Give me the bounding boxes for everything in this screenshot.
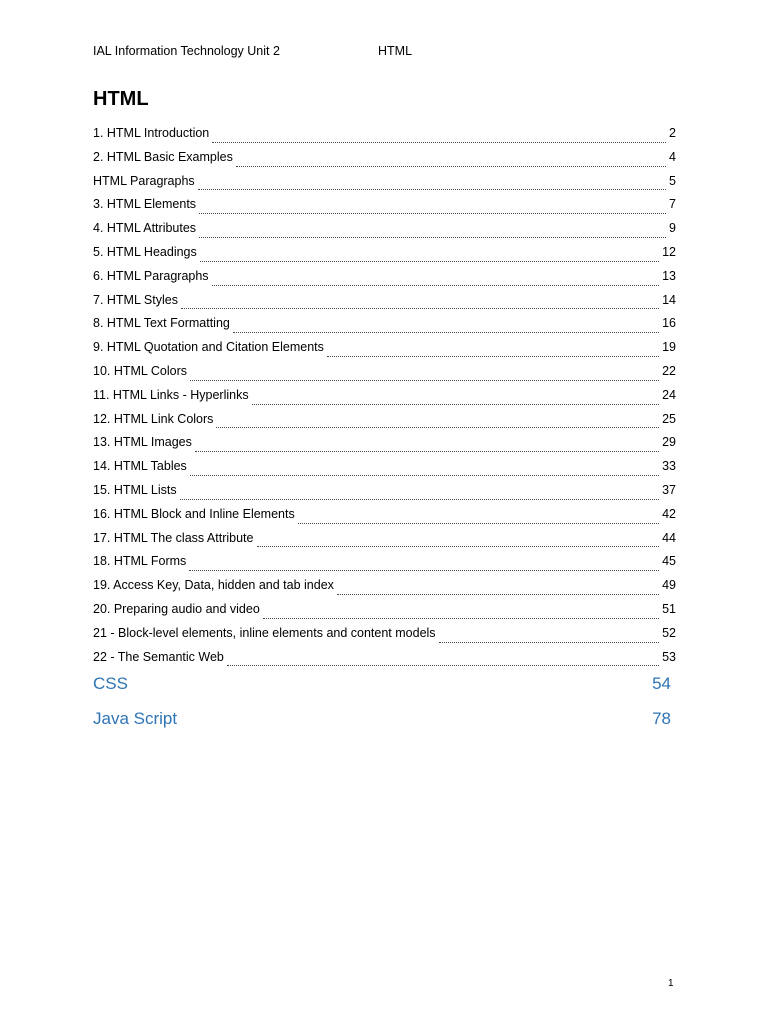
toc-dot-leader: [252, 404, 659, 405]
toc-dot-leader: [337, 594, 659, 595]
toc-entry-title[interactable]: 14. HTML Tables: [93, 459, 187, 474]
toc-section-css[interactable]: [93, 674, 671, 694]
toc-entry[interactable]: [93, 456, 676, 480]
toc-entry[interactable]: [93, 123, 676, 147]
toc-entry-page[interactable]: 12: [662, 244, 676, 259]
toc-entry-title[interactable]: 1. HTML Introduction: [93, 126, 210, 140]
header-right-text: HTML: [378, 44, 413, 58]
toc-entry-page[interactable]: 13: [662, 268, 676, 283]
toc-entry-page[interactable]: 22: [662, 363, 676, 378]
toc-dot-leader: [227, 665, 659, 666]
toc-entry[interactable]: [93, 242, 676, 266]
page-header: [93, 44, 413, 58]
toc-dot-leader: [216, 427, 659, 428]
toc-entry-page[interactable]: 25: [662, 411, 676, 426]
table-of-contents: [93, 123, 676, 670]
toc-entry-page[interactable]: 16: [662, 316, 676, 331]
toc-entry-page[interactable]: 33: [662, 459, 676, 474]
toc-entry[interactable]: [93, 171, 676, 195]
toc-entry[interactable]: [93, 647, 676, 671]
toc-dot-leader: [180, 499, 660, 500]
toc-entry[interactable]: [93, 385, 676, 409]
toc-dot-leader: [236, 166, 666, 167]
toc-entry-title[interactable]: 5. HTML Headings: [93, 244, 197, 259]
toc-entry-page[interactable]: 7: [669, 197, 676, 212]
toc-dot-leader: [200, 261, 659, 262]
toc-dot-leader: [189, 570, 659, 571]
toc-entry-page[interactable]: 19: [662, 340, 676, 355]
toc-entry[interactable]: [93, 266, 676, 290]
toc-entry[interactable]: [93, 194, 676, 218]
toc-entry[interactable]: [93, 409, 676, 433]
toc-dot-leader: [212, 285, 660, 286]
toc-entry[interactable]: [93, 623, 676, 647]
toc-entry-page[interactable]: 24: [662, 387, 676, 402]
toc-entry[interactable]: [93, 528, 676, 552]
toc-entry-page[interactable]: 52: [662, 625, 676, 640]
toc-entry-page[interactable]: 5: [669, 173, 676, 188]
toc-entry-title[interactable]: 13. HTML Images: [93, 435, 192, 450]
toc-entry-title[interactable]: 19. Access Key, Data, hidden and tab index: [93, 578, 334, 593]
toc-section-javascript-page[interactable]: 78: [652, 709, 671, 728]
toc-entry-title[interactable]: 22 - The Semantic Web: [93, 649, 224, 664]
toc-dot-leader: [198, 189, 666, 190]
toc-entry-page[interactable]: 44: [662, 530, 676, 545]
toc-entry-title[interactable]: 21 - Block-level elements, inline elements and content models: [93, 625, 436, 640]
toc-entry-page[interactable]: 2: [669, 126, 676, 140]
toc-dot-leader: [327, 356, 659, 357]
toc-dot-leader: [212, 142, 666, 143]
toc-dot-leader: [257, 546, 660, 547]
toc-entry[interactable]: [93, 551, 676, 575]
toc-entry-title[interactable]: 6. HTML Paragraphs: [93, 268, 209, 283]
toc-entry-title[interactable]: 8. HTML Text Formatting: [93, 316, 230, 331]
toc-dot-leader: [190, 380, 659, 381]
toc-section-css-page[interactable]: 54: [652, 674, 671, 693]
toc-entry-title[interactable]: 9. HTML Quotation and Citation Elements: [93, 340, 324, 355]
toc-section-javascript-title[interactable]: Java Script: [93, 709, 178, 728]
toc-entry-title[interactable]: 10. HTML Colors: [93, 363, 188, 378]
toc-entry-page[interactable]: 49: [662, 578, 676, 593]
toc-dot-leader: [195, 451, 659, 452]
toc-entry[interactable]: [93, 575, 676, 599]
toc-entry-page[interactable]: 45: [662, 554, 676, 569]
toc-dot-leader: [233, 332, 659, 333]
toc-entry[interactable]: [93, 480, 676, 504]
toc-entry-page[interactable]: 14: [662, 292, 676, 307]
toc-entry-page[interactable]: 53: [662, 649, 676, 664]
toc-entry-page[interactable]: 37: [662, 482, 676, 497]
toc-entry-title[interactable]: 16. HTML Block and Inline Elements: [93, 506, 295, 521]
header-left-text: IAL Information Technology Unit 2: [93, 44, 280, 58]
toc-entry-title[interactable]: 15. HTML Lists: [93, 482, 177, 497]
toc-entry-page[interactable]: 29: [662, 435, 676, 450]
page-number: 1: [668, 978, 674, 989]
document-heading: HTML: [93, 88, 149, 110]
toc-dot-leader: [181, 308, 659, 309]
toc-entry-title[interactable]: 3. HTML Elements: [93, 197, 197, 212]
toc-section-css-title[interactable]: CSS: [93, 674, 128, 693]
toc-entry[interactable]: [93, 504, 676, 528]
toc-entry-title[interactable]: 12. HTML Link Colors: [93, 411, 214, 426]
toc-entry-page[interactable]: 9: [669, 221, 676, 236]
toc-entry[interactable]: [93, 337, 676, 361]
toc-entry[interactable]: [93, 599, 676, 623]
toc-entry[interactable]: [93, 290, 676, 314]
toc-entry-title[interactable]: 4. HTML Attributes: [93, 221, 197, 236]
toc-dot-leader: [298, 523, 659, 524]
toc-entry-title[interactable]: 18. HTML Forms: [93, 554, 187, 569]
toc-section-javascript[interactable]: [93, 709, 671, 729]
toc-entry-page[interactable]: 42: [662, 506, 676, 521]
toc-dot-leader: [199, 237, 666, 238]
toc-entry-page[interactable]: 51: [662, 601, 676, 616]
toc-entry[interactable]: [93, 432, 676, 456]
toc-entry[interactable]: [93, 147, 676, 171]
toc-entry-page[interactable]: 4: [669, 149, 676, 164]
toc-dot-leader: [199, 213, 666, 214]
toc-entry-title[interactable]: 7. HTML Styles: [93, 292, 178, 307]
toc-entry[interactable]: [93, 361, 676, 385]
toc-entry-title[interactable]: 2. HTML Basic Examples: [93, 149, 233, 164]
toc-entry-title[interactable]: 17. HTML The class Attribute: [93, 530, 254, 545]
toc-entry-title[interactable]: 11. HTML Links - Hyperlinks: [93, 387, 249, 402]
toc-entry[interactable]: [93, 218, 676, 242]
toc-entry-title[interactable]: 20. Preparing audio and video: [93, 601, 260, 616]
toc-entry-title[interactable]: HTML Paragraphs: [93, 173, 195, 188]
toc-dot-leader: [439, 642, 660, 643]
toc-dot-leader: [263, 618, 659, 619]
toc-dot-leader: [190, 475, 659, 476]
toc-entry[interactable]: [93, 313, 676, 337]
